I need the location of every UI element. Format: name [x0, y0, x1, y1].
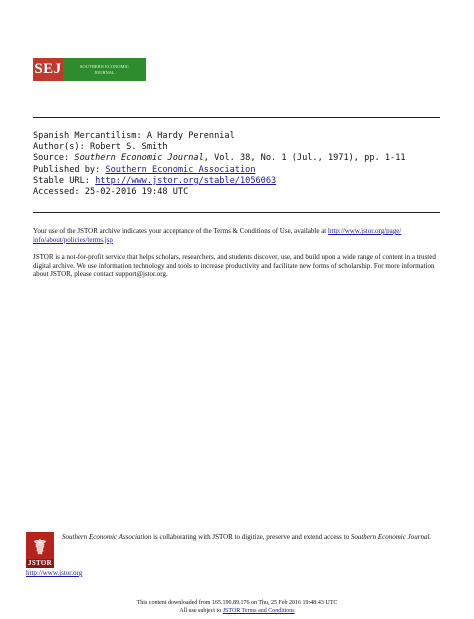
jstor-logo: [26, 532, 54, 568]
sej-logo-line2: JOURNAL: [94, 69, 115, 75]
source-journal: Southern Economic Journal: [74, 153, 204, 164]
article-author-line: [33, 142, 440, 153]
collab-middle: is collaborating with JSTOR to digitize, preserve and extend access to: [151, 533, 351, 541]
publisher-link[interactable]: Southern Economic Association: [105, 164, 256, 175]
footer-terms-line: [0, 608, 474, 616]
footer-download-line: This content downloaded from 165.190.89.176 on Thu, 25 Feb 2016 19:48:43 UTC: [136, 600, 338, 606]
collab-org: Southern Economic Association: [62, 533, 152, 541]
download-footer: [0, 600, 474, 615]
terms-text: Your use of the JSTOR archive indicates your acceptance of the Terms & Conditions of Use, available at: [33, 227, 328, 235]
footer-terms-prefix: All use subject to: [179, 607, 223, 614]
jstor-logo-mark: ☤: [33, 537, 47, 559]
stable-url-link[interactable]: http://www.jstor.org/stable/1056063: [95, 175, 277, 186]
published-label: Published by:: [33, 164, 101, 175]
bottom-divider: [33, 212, 440, 213]
terms-notice: [33, 227, 443, 244]
top-divider: [33, 117, 440, 118]
sej-logo: [33, 58, 146, 81]
accessed-label: Accessed:: [33, 187, 80, 198]
accessed-value: 25-02-2016 19:48 UTC: [84, 187, 189, 198]
article-source-line: [33, 153, 440, 164]
author-value: Robert S. Smith: [89, 142, 168, 153]
source-details: , Vol. 38, No. 1 (Jul., 1971), pp. 1-11: [203, 153, 406, 164]
article-stable-url-line: [33, 176, 440, 187]
stable-url-label: Stable URL:: [33, 175, 90, 186]
sej-logo-band: [63, 58, 146, 81]
jstor-home-link[interactable]: http://www.jstor.org: [26, 569, 83, 577]
terms-link-line1: http://www.jstor.org/page/: [328, 227, 402, 235]
terms-link-line2: info/about/policies/terms.jsp: [33, 235, 113, 244]
sej-logo-line1: SOUTHERN ECONOMIC: [79, 63, 130, 69]
author-label: Author(s):: [33, 142, 85, 153]
collab-journal: Southern Economic Journal.: [350, 533, 432, 541]
jstor-about: JSTOR is a not-for-profit service that helps scholars, researchers, and students discover, use, and build upon a wide range of content in a trusted digital archive. We use information technology and tools to increase productivity and facilitate new forms of scholarship. For more information about JSTOR, please contact support@jstor.org.: [33, 253, 436, 279]
article-title: Spanish Mercantilism: A Hardy Perennial: [33, 131, 235, 141]
source-label: Source:: [33, 153, 70, 164]
article-metadata: [33, 131, 440, 198]
article-accessed-line: [33, 187, 440, 198]
collaboration-notice: [62, 533, 442, 542]
footer-terms-link[interactable]: JSTOR Terms and Conditions: [222, 607, 295, 614]
sej-logo-mark: SEJ: [33, 58, 63, 81]
article-publisher-line: [33, 165, 440, 176]
jstor-logo-word: JSTOR: [26, 559, 54, 568]
